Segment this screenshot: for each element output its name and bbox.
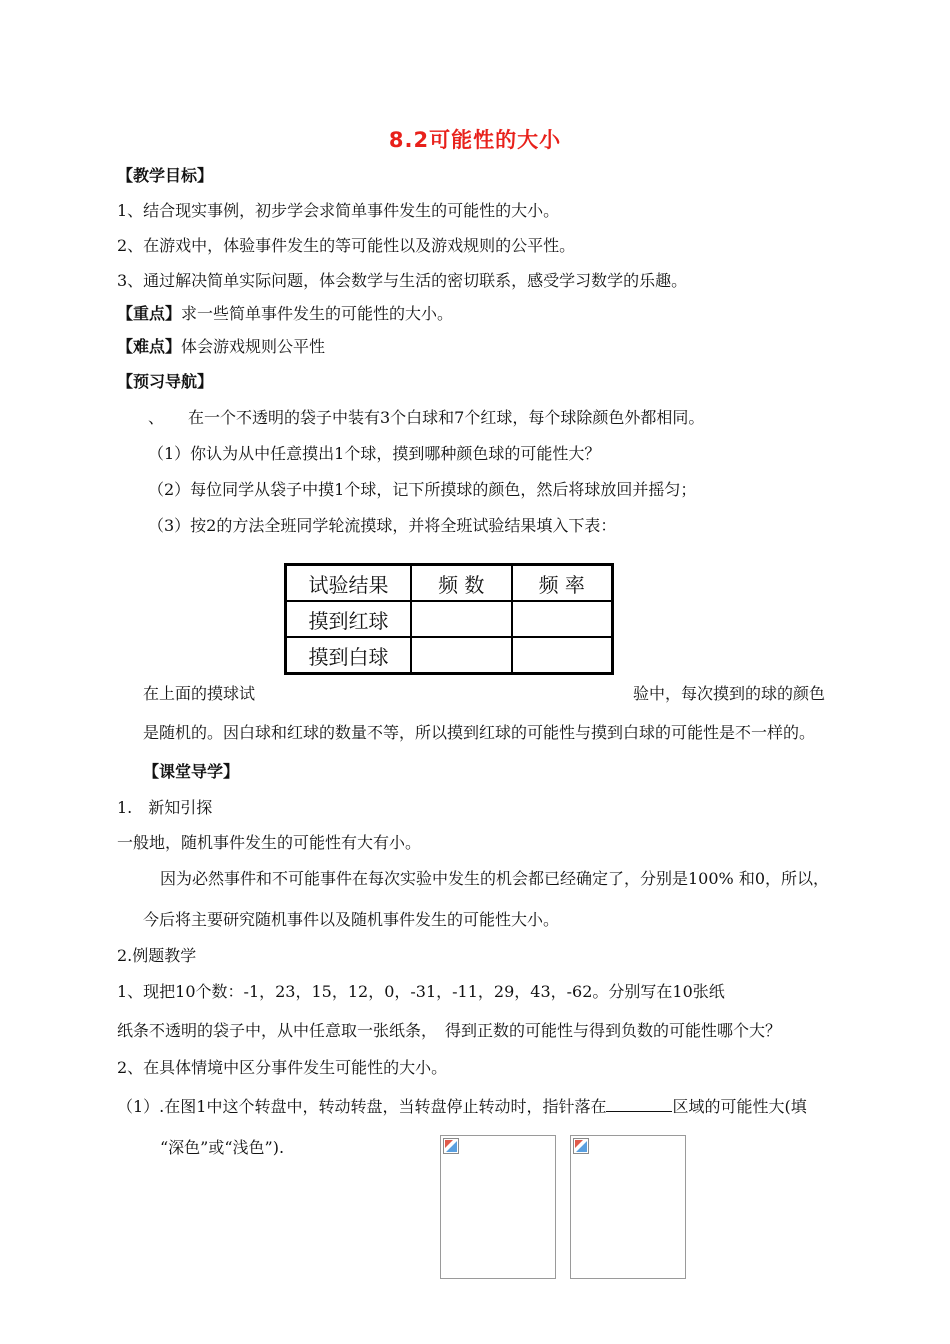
key-point-text: 求一些简单事件发生的可能性的大小。 [181, 304, 454, 323]
section-1-paragraph-3: 今后将主要研究随机事件以及随机事件发生的可能性大小。 [143, 910, 560, 929]
difficulty-label: 【难点】 [117, 337, 182, 356]
page-title: 8.2可能性的大小 [388, 128, 562, 152]
table-header-row [286, 565, 613, 602]
section-1-paragraph-2: 因为必然事件和不可能事件在每次实验中发生的机会都已经确定了，分别是100% 和0，所以， [160, 869, 830, 888]
key-point-label: 【重点】 [117, 304, 182, 323]
difficulty-text: 体会游戏规则公平性 [181, 337, 326, 356]
preview-header: 【预习导航】 [117, 372, 214, 391]
goal-item-1: 1、结合现实事例，初步学会求简单事件发生的可能性的大小。 [117, 201, 560, 220]
broken-image-icon [573, 1138, 589, 1154]
question-1-text-after: 区域的可能性大(填 [672, 1097, 807, 1116]
broken-image-icon [443, 1138, 459, 1154]
example-1-line-2: 纸条不透明的袋子中，从中任意取一张纸条， 得到正数的可能性与得到负数的可能性哪个大？ [117, 1021, 782, 1040]
preview-question-1: （1）你认为从中任意摸出1个球，摸到哪种颜色球的可能性大？ [148, 444, 601, 463]
goal-item-3: 3、通过解决简单实际问题，体会数学与生活的密切联系，感受学习数学的乐趣。 [117, 271, 688, 290]
conclusion-left: 在上面的摸球试 [143, 684, 256, 703]
conclusion-line-2: 是随机的。因白球和红球的数量不等，所以摸到红球的可能性与摸到白球的可能性是不一样的。 [143, 723, 816, 742]
preview-question-3: （3）按2的方法全班同学轮流摸球，并将全班试验结果填入下表： [148, 516, 617, 535]
answer-blank[interactable] [606, 1095, 672, 1112]
table-header-cell: 试验结果 [286, 565, 412, 602]
table-header-cell: 频 数 [411, 565, 511, 602]
spinner-figure-1 [440, 1135, 556, 1279]
difficulty [117, 337, 325, 357]
key-point [117, 304, 453, 324]
table-header-cell: 频 率 [512, 565, 613, 602]
spinner-figure-2 [570, 1135, 686, 1279]
table-cell-rate[interactable] [512, 601, 613, 637]
section-2-title: 2.例题教学 [117, 946, 197, 965]
preview-question-2: （2）每位同学从袋子中摸1个球，记下所摸球的颜色，然后将球放回并摇匀； [148, 480, 697, 499]
table-row-label: 摸到白球 [286, 637, 412, 674]
table-row-label: 摸到红球 [286, 601, 412, 637]
example-2-question-1-line-2: “深色”或“浅色”). [160, 1138, 285, 1157]
table-cell-rate[interactable] [512, 637, 613, 674]
table-cell-frequency[interactable] [411, 601, 511, 637]
example-2-question-1 [117, 1095, 807, 1117]
trial-result-table [284, 563, 614, 675]
example-1-line-1: 1、现把10个数：-1，23，15，12，0，-31，-11，29，43，-62。分别写在10张纸 [117, 982, 725, 1001]
table-cell-frequency[interactable] [411, 637, 511, 674]
example-2: 2、在具体情境中区分事件发生可能性的大小。 [117, 1058, 448, 1077]
classroom-header: 【课堂导学】 [143, 762, 240, 781]
goals-header: 【教学目标】 [117, 166, 214, 185]
table-row [286, 601, 613, 637]
table-row [286, 637, 613, 674]
goal-item-2: 2、在游戏中，体验事件发生的等可能性以及游戏规则的公平性。 [117, 236, 576, 255]
section-1-paragraph-1: 一般地，随机事件发生的可能性有大有小。 [117, 833, 422, 852]
section-1-title: 1. 新知引探 [117, 798, 213, 817]
preview-intro: 、 在一个不透明的袋子中装有3个白球和7个红球，每个球除颜色外都相同。 [148, 408, 705, 427]
conclusion-right: 验中，每次摸到的球的颜色 [633, 684, 826, 703]
question-1-text-before: （1）.在图1中这个转盘中，转动转盘，当转盘停止转动时，指针落在 [117, 1097, 607, 1116]
